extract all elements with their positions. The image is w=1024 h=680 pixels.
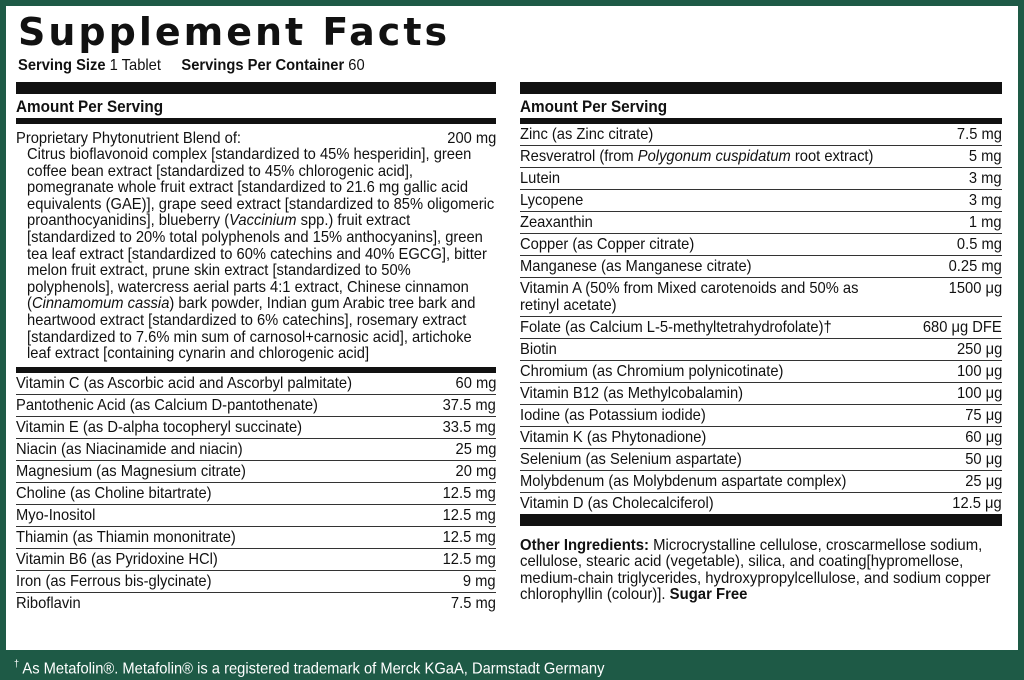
- nutrient-row: [520, 146, 1002, 168]
- sugar-free-label: Sugar Free: [669, 586, 748, 604]
- nutrient-name: Lutein: [520, 170, 561, 187]
- nutrient-amount: 60 μg: [964, 429, 1002, 446]
- nutrient-name: Lycopene: [520, 192, 584, 209]
- divider-thick: [520, 514, 1002, 526]
- nutrient-name: Myo-Inositol: [16, 506, 96, 524]
- other-ingredients: [520, 526, 996, 604]
- nutrient-row: [16, 483, 496, 505]
- blend-text-3: ) bark powder, Indian gum Arabic tree bark and heartwood extract [standardized to 6% catechins], rosemary extract [standardized to 7.6% min sum of carnosol+carnosic acid], artichoke leaf extract [containing cynarin and chlorogenic acid]: [27, 295, 476, 363]
- nutrient-row: [520, 427, 1002, 449]
- nutrient-amount: 20 mg: [455, 462, 496, 480]
- nutrient-amount: 60 mg: [455, 374, 496, 392]
- page-title: Supplement Facts: [18, 10, 451, 54]
- nutrient-name: Vitamin D (as Cholecalciferol): [520, 495, 714, 512]
- nutrient-name: Vitamin C (as Ascorbic acid and Ascorbyl palmitate): [16, 374, 352, 392]
- right-nutrient-list: [520, 124, 1002, 514]
- nutrient-amount: 3 mg: [969, 192, 1002, 209]
- blend-text-2: spp.) fruit extract [standardized to 20% total polyphenols and 15% anthocyanins], green tea leaf extract [standardized to 60% catechins and 40% EGCG], bitter melon fruit extract, prune skin extract [standardized to 50% polyphenols], watercress aerial parts 4:1 extract, Chinese cinnamon (: [27, 212, 487, 313]
- nutrient-row: [520, 493, 1002, 514]
- nutrient-amount: 25 mg: [455, 440, 496, 458]
- nutrient-row: [520, 256, 1002, 278]
- right-column: [520, 82, 1002, 604]
- nutrient-row: [16, 417, 496, 439]
- nutrient-row: [520, 168, 1002, 190]
- nutrient-amount: 250 μg: [956, 341, 1002, 358]
- nutrient-name: Vitamin A (50% from Mixed carotenoids and 50% as retinyl acetate): [520, 280, 859, 314]
- nutrient-name-part: Resveratrol (from: [520, 148, 638, 165]
- nutrient-name: Vitamin E (as D-alpha tocopheryl succinate): [16, 418, 303, 436]
- nutrient-row: [520, 212, 1002, 234]
- nutrient-amount: 0.25 mg: [948, 258, 1002, 275]
- nutrient-row: [16, 527, 496, 549]
- footnote-text: As Metafolin®. Metafolin® is a registered trademark of Merck KGaA, Darmstadt Germany: [19, 660, 605, 678]
- nutrient-row: [520, 339, 1002, 361]
- nutrient-row: [16, 373, 496, 395]
- left-column: [16, 82, 496, 614]
- blend-row: [16, 124, 496, 147]
- nutrient-amount: 3 mg: [969, 170, 1002, 187]
- nutrient-amount: 100 μg: [956, 363, 1002, 380]
- nutrient-row: [520, 278, 1002, 317]
- nutrient-amount: 5 mg: [969, 148, 1002, 165]
- servings-per-container-value: 60: [348, 57, 365, 74]
- nutrient-name: Zeaxanthin: [520, 214, 593, 231]
- nutrient-amount: 7.5 mg: [956, 126, 1002, 143]
- nutrient-amount: 33.5 mg: [442, 418, 496, 436]
- nutrient-amount: 12.5 mg: [442, 528, 496, 546]
- nutrient-amount: 7.5 mg: [450, 594, 496, 612]
- nutrient-name: Chromium (as Chromium polynicotinate): [520, 363, 784, 380]
- nutrient-name: Iron (as Ferrous bis-glycinate): [16, 572, 212, 590]
- nutrient-amount: 680 μg DFE: [923, 319, 1002, 336]
- supplement-facts-panel: [6, 6, 1018, 650]
- nutrient-row: [520, 361, 1002, 383]
- nutrient-name: Vitamin B6 (as Pyridoxine HCl): [16, 550, 218, 568]
- nutrient-name: Biotin: [520, 341, 557, 358]
- blend-amount: 200 mg: [446, 130, 496, 147]
- divider-thick: [16, 82, 496, 94]
- nutrient-amount: 37.5 mg: [442, 396, 496, 414]
- nutrient-name: Molybdenum (as Molybdenum aspartate complex): [520, 473, 847, 490]
- blend-description: [16, 147, 496, 367]
- nutrient-amount: 100 μg: [956, 385, 1002, 402]
- nutrient-amount: 75 μg: [964, 407, 1002, 424]
- nutrient-amount: 25 μg: [964, 473, 1002, 490]
- nutrient-amount: 1500 μg: [948, 280, 1002, 297]
- nutrient-name: Riboflavin: [16, 594, 81, 612]
- nutrient-amount: 1 mg: [969, 214, 1002, 231]
- nutrient-amount: 0.5 mg: [956, 236, 1002, 253]
- nutrient-name: Vitamin B12 (as Methylcobalamin): [520, 385, 744, 402]
- nutrient-name: Selenium (as Selenium aspartate): [520, 451, 742, 468]
- nutrient-name: Niacin (as Niacinamide and niacin): [16, 440, 243, 458]
- nutrient-name: Copper (as Copper citrate): [520, 236, 695, 253]
- blend-name: Proprietary Phytonutrient Blend of:: [16, 130, 242, 147]
- divider-thick: [520, 82, 1002, 94]
- nutrient-name: [520, 148, 888, 165]
- left-nutrient-list: [16, 373, 496, 614]
- nutrient-name: Magnesium (as Magnesium citrate): [16, 462, 246, 480]
- nutrient-name: Pantothenic Acid (as Calcium D-pantothenate): [16, 396, 318, 414]
- nutrient-row: [16, 505, 496, 527]
- footnote: [14, 655, 604, 679]
- other-ingredients-text: Microcrystalline cellulose, croscarmellose sodium, cellulose, stearic acid (vegetable), silica, and coating[hypromellose, medium-chain triglycerides, hydroxypropylcellulose, and sodium copper chlorophyllin (colour)].: [520, 537, 991, 604]
- nutrient-row: [16, 461, 496, 483]
- blend-italic-1: Vaccinium: [229, 212, 297, 230]
- nutrient-row: [520, 383, 1002, 405]
- nutrient-row: [520, 449, 1002, 471]
- nutrient-row: [520, 190, 1002, 212]
- nutrient-name: Vitamin K (as Phytonadione): [520, 429, 707, 446]
- nutrient-amount: 12.5 mg: [442, 506, 496, 524]
- nutrient-name: Manganese (as Manganese citrate): [520, 258, 752, 275]
- dagger-symbol: †: [14, 659, 20, 670]
- blend-text-1: Citrus bioflavonoid complex [standardized to 45% hesperidin], green coffee bean extract [standardized to 45% chlorogenic acid], pomegranate whole fruit extract [standardized to 21.6 mg gallic acid equivalents (GAE)], grape seed extract [standardized to 85% oligomeric proanthocyanidins], blueberry (: [27, 146, 495, 230]
- serving-info: [18, 56, 365, 76]
- nutrient-name: Choline (as Choline bitartrate): [16, 484, 212, 502]
- nutrient-name: Folate (as Calcium L-5-methyltetrahydrofolate)†: [520, 319, 832, 336]
- nutrient-row: [520, 234, 1002, 256]
- nutrient-row: [520, 124, 1002, 146]
- nutrient-name: Iodine (as Potassium iodide): [520, 407, 706, 424]
- serving-size-value: 1 Tablet: [109, 57, 161, 74]
- nutrient-row: [520, 317, 1002, 339]
- serving-size-label: Serving Size: [18, 57, 106, 74]
- nutrient-row: [520, 405, 1002, 427]
- blend-italic-2: Cinnamomum cassia: [31, 295, 170, 313]
- amount-per-serving-header: Amount Per Serving: [16, 97, 164, 116]
- nutrient-amount: 12.5 mg: [442, 484, 496, 502]
- nutrient-amount: 12.5 mg: [442, 550, 496, 568]
- other-ingredients-label: Other Ingredients:: [520, 537, 649, 554]
- nutrient-name-tail: root extract): [790, 148, 874, 165]
- nutrient-row: [16, 549, 496, 571]
- nutrient-row: [16, 439, 496, 461]
- nutrient-row: [16, 395, 496, 417]
- nutrient-row: [16, 593, 496, 614]
- nutrient-row: [16, 571, 496, 593]
- nutrient-row: [520, 471, 1002, 493]
- nutrient-name-italic: Polygonum cuspidatum: [637, 148, 791, 165]
- nutrient-amount: 50 μg: [964, 451, 1002, 468]
- servings-per-container-label: Servings Per Container: [181, 57, 345, 74]
- nutrient-amount: 12.5 μg: [952, 495, 1002, 512]
- nutrient-amount: 9 mg: [463, 572, 496, 590]
- nutrient-name: Thiamin (as Thiamin mononitrate): [16, 528, 236, 546]
- amount-per-serving-header: Amount Per Serving: [520, 97, 668, 116]
- nutrient-name: Zinc (as Zinc citrate): [520, 126, 654, 143]
